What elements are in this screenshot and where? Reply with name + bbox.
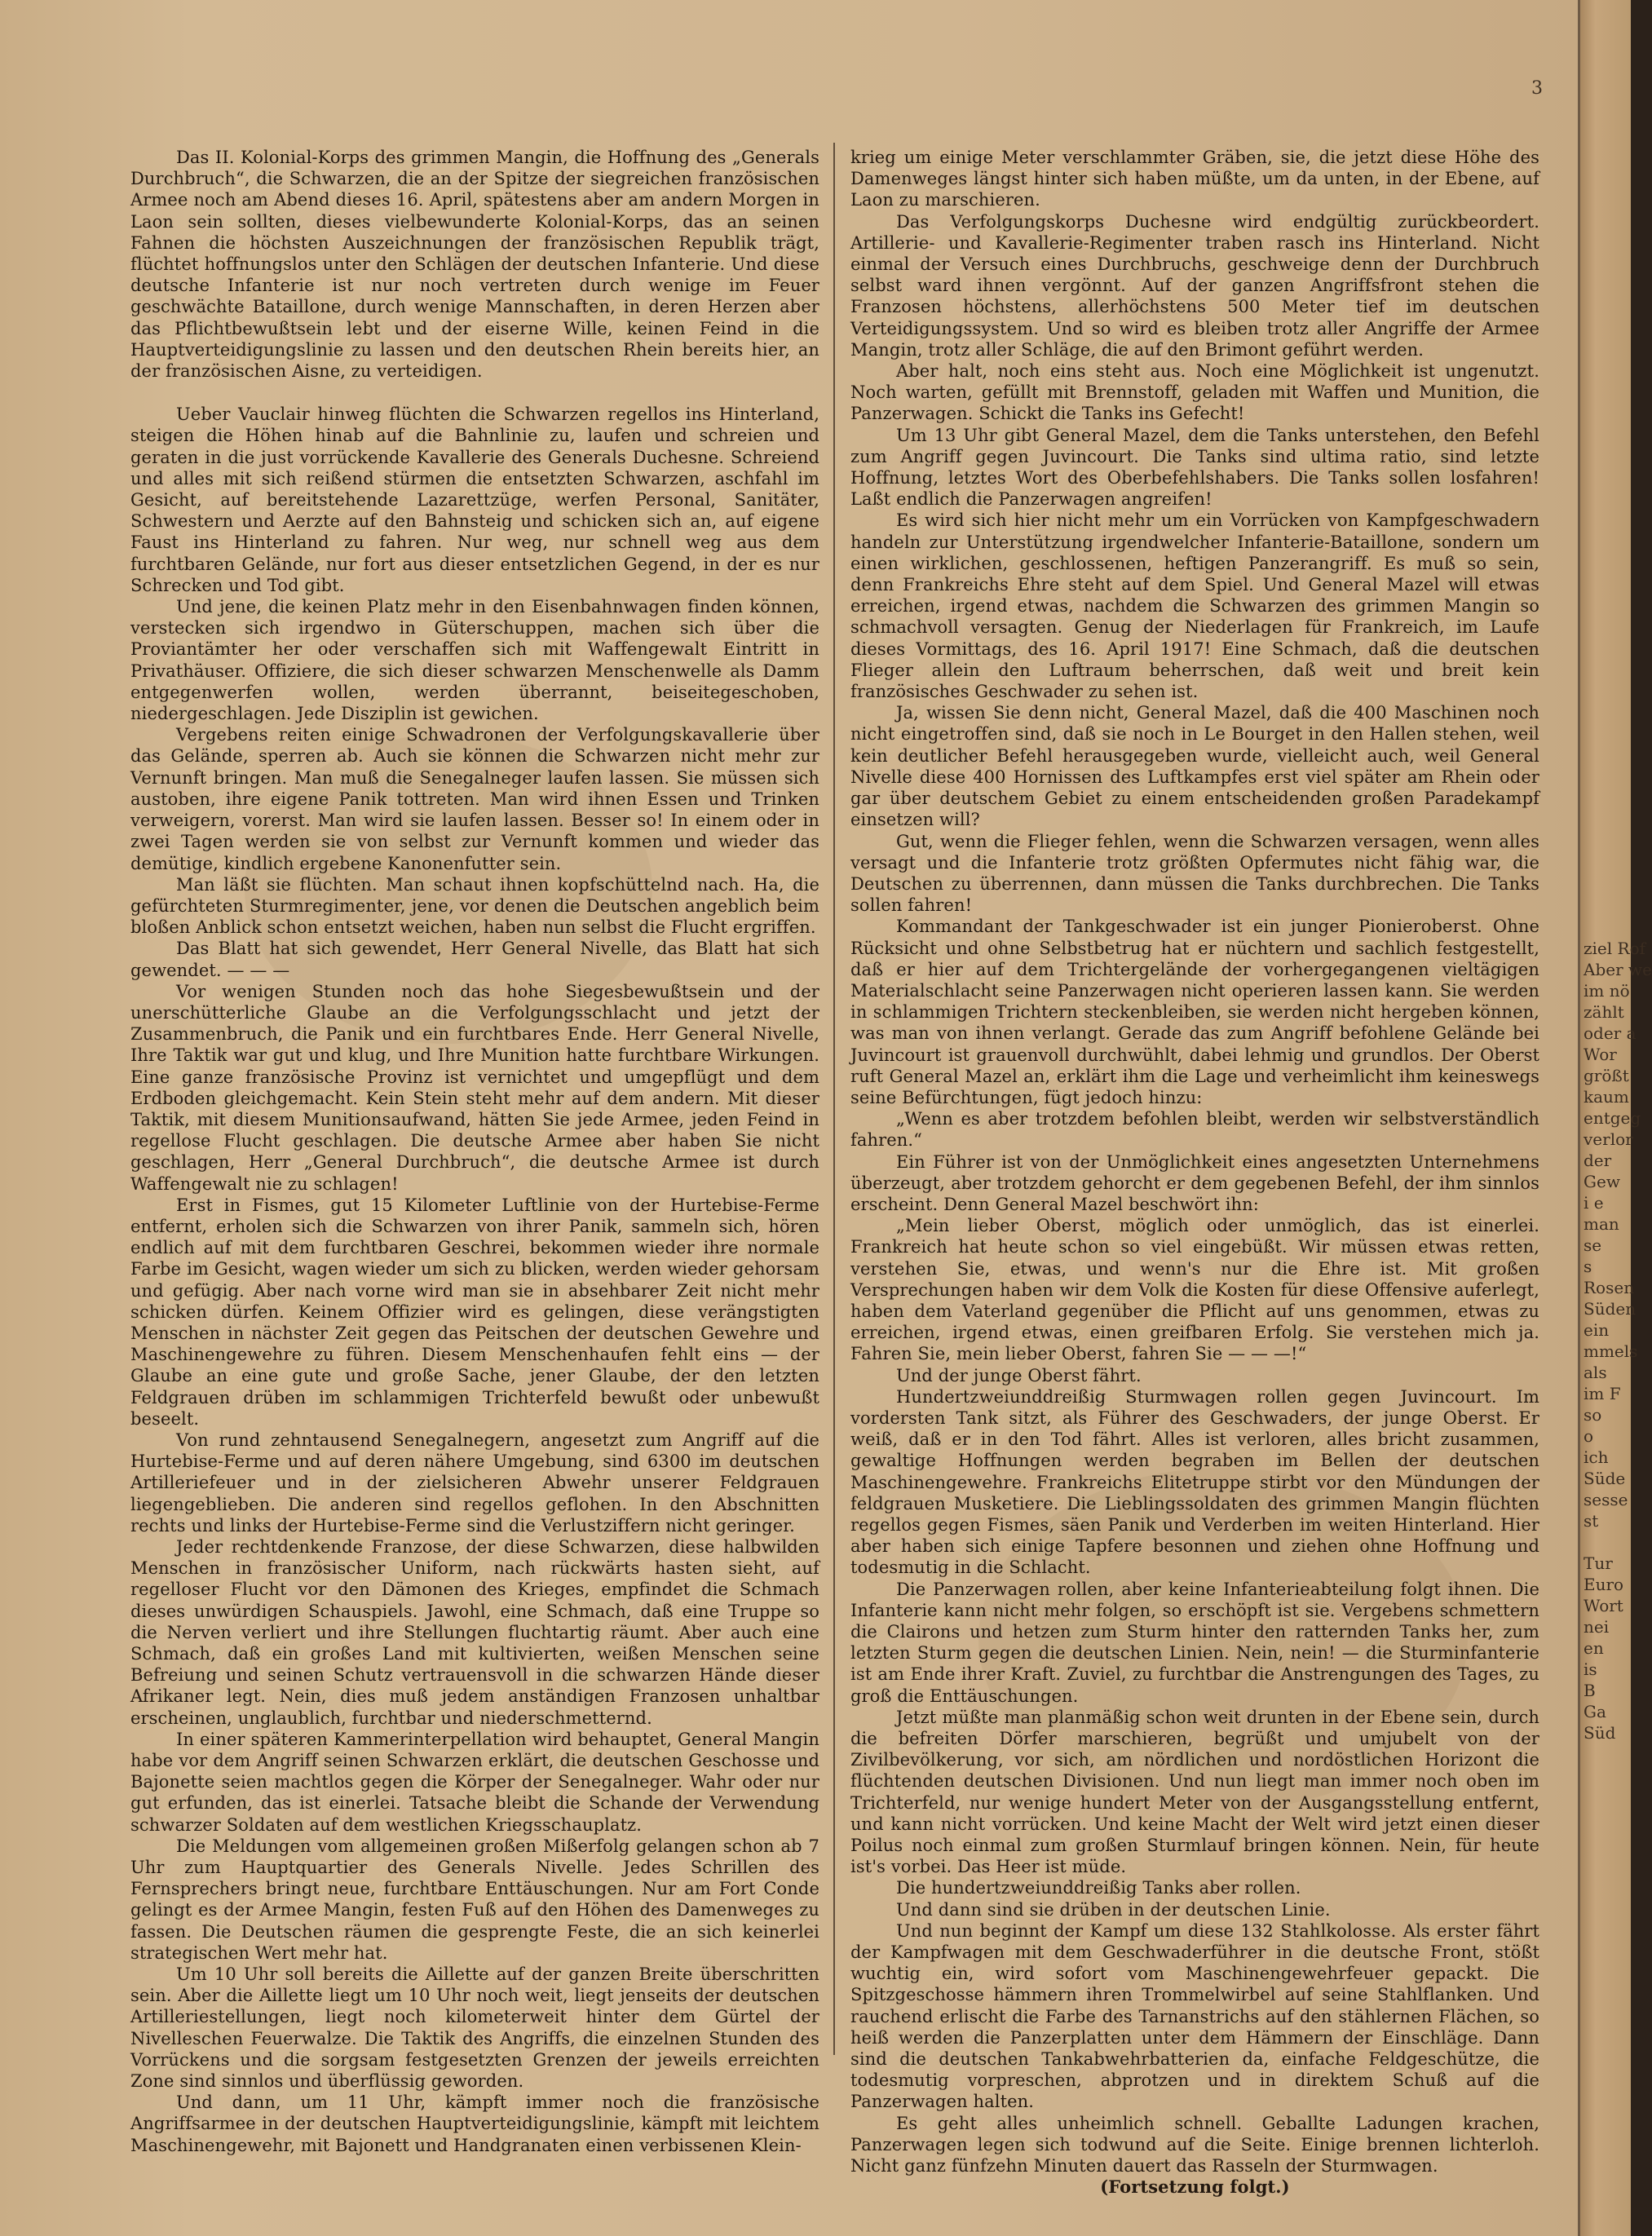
adjacent-page-fragment: mmels (1584, 1341, 1638, 1361)
adjacent-page-fragment: Ga (1584, 1702, 1606, 1721)
paragraph: Und dann, um 11 Uhr, kämpft immer noch die französische Angriffsarmee in der deutschen Hauptverteidigungslinie, kämpft mit leichtem Maschinengewehr, mit Bajonett und Handgranaten einen verbissenen Klein- (130, 2092, 819, 2155)
paragraph: Das Verfolgungskorps Duchesne wird endgültig zurückbeordert. Artillerie- und Kavallerie-Regimenter traben rasch ins Hinterland. Nicht einmal der Versuch eines Durchbruchs, geschweige denn der Durchbruch selbst ward ihnen vergönnt. Auf der ganzen Angriffsfront stehen die Franzosen höchstens, allerhöchstens 500 Meter tief im deutschen Verteidigungssystem. Und so wird es bleiben trotz aller Angriffe der Armee Mangin, trotz aller Schläge, die auf den Brimont geführt werden. (850, 211, 1539, 360)
adjacent-page-fragment: i e (1584, 1193, 1604, 1213)
paragraph: Ja, wissen Sie denn nicht, General Mazel, daß die 400 Maschinen noch nicht eingetroffen sind, daß sie noch in Le Bourget in den Hallen stehen, weil kein deutlicher Befehl herausgegeben wurde, vielleicht auch, weil General Nivelle diese 400 Hornissen des Luftkampfes erst viel später am Rhein oder gar über deutschem Gebiet zu einem entscheidenden großen Paradekampf einsetzen will? (850, 703, 1539, 830)
paragraph: Die Panzerwagen rollen, aber keine Infanterieabteilung folgt ihnen. Die Infanterie kann nicht mehr folgen, so erschöpft ist sie. Vergebens schmettern die Clairons und hetzen zum Sturm hinter den ratternden Tanks her, zum letzten Sturm gegen die deutschen Linien. Nein, nein! — die Sturminfanterie ist am Ende ihrer Kraft. Zuviel, zu furchtbar die Anstrengungen des Tages, zu groß die Enttäuschungen. (850, 1579, 1539, 1706)
adjacent-page-fragment: als (1584, 1363, 1607, 1382)
paragraph: Das II. Kolonial-Korps des grimmen Mangin, die Hoffnung des „Generals Durchbruch“, die Schwarzen, die an der Spitze der siegreichen französischen Armee noch am Abend dieses 16. April, spätestens aber am andern Morgen in Laon sein sollten, dieses vielbewunderte Kolonial-Korps, das an seinen Fahnen die höchsten Auszeichnungen der französischen Republik trägt, flüchtet hoffnungslos unter den Schlägen der deutschen Infanterie. Und diese deutsche Infanterie ist nur noch vertreten durch wenige im Feuer geschwächte Bataillone, durch wenige Mannschaften, in deren Herzen aber das Pflichtbewußtsein lebt und der eiserne Wille, keinen Feind in die Hauptverteidigungslinie zu lassen und den deutschen Rhein bereits hier, an der französischen Aisne, zu verteidigen. (130, 148, 819, 382)
adjacent-page-fragment: Süd (1584, 1723, 1616, 1743)
paragraph: Jeder rechtdenkende Franzose, der diese Schwarzen, diese halbwilden Menschen in französischer Uniform, nach rückwärts hasten sieht, auf regelloser Flucht vor den Dämonen des Krieges, empfindet die Schmach dieses unwürdigen Schauspiels. Jawohl, eine Schmach, daß eine Truppe so die Nerven verliert und ihre Stellungen fluchtartig räumt. Aber auch eine Schmach, daß ein großes Land mit kultivierten, weißen Menschen seine Befreiung und seinen Schutz vertrauensvoll in die schwarzen Hände dieser Afrikaner legt. Nein, dies muß jedem anständigen Franzosen unhaltbar erscheinen, unglaublich, furchtbar und niederschmetternd. (130, 1537, 819, 1728)
adjacent-page-fragment: kaum (1584, 1087, 1629, 1107)
adjacent-page-fragment: o (1584, 1426, 1594, 1446)
paragraph: Es geht alles unheimlich schnell. Geballte Ladungen krachen, Panzerwagen legen sich todwund auf die Seite. Einige brennen lichterloh. Nicht ganz fünfzehn Minuten dauert das Rasseln der Sturmwagen. (850, 2113, 1539, 2176)
adjacent-page-fragment: ein (1584, 1320, 1610, 1340)
adjacent-page-fragment: entgeg (1584, 1108, 1641, 1128)
adjacent-page-fragment: Aber we (1584, 960, 1652, 979)
paragraph: Erst in Fismes, gut 15 Kilometer Luftlinie von der Hurtebise-Ferme entfernt, erholen sich die Schwarzen von ihrer Panik, sammeln sich, hören endlich auf mit dem furchtbaren Geschrei, bekommen wieder ihre normale Farbe im Gesicht, wagen wieder um sich zu blicken, werden wieder gehorsam und gefügig. Aber nach vorne wird man sie in absehbarer Zeit nicht mehr schicken dürfen. Keinem Offizier wird es gelingen, diese verängstigten Menschen in nächster Zeit gegen das Peitschen der deutschen Gewehre und Maschinengewehre zu führen. Diesem Menschenhaufen fehlt eins — der Glaube an eine gute und große Sache, jener Glaube, der den letzten Feldgrauen drüben im schlammigen Trichterfeld bewußt oder unbewußt beseelt. (130, 1195, 819, 1429)
adjacent-page-fragment: im F (1584, 1384, 1621, 1403)
paragraph: Und nun beginnt der Kampf um diese 132 Stahlkolosse. Als erster fährt der Kampfwagen mit dem Geschwaderführer in die deutsche Front, stößt wuchtig ein, wird sofort vom Maschinengewehrfeuer gepackt. Die Spitzgeschosse hämmern ihren Trommelwirbel auf seine Stahlflanken. Und rauchend erlischt die Farbe des Tarnanstrichs auf den stählernen Flächen, so heiß werden die Panzerplatten unter dem Hämmern der Einschläge. Dann sind die deutschen Tankabwehrbatterien da, einfache Feldgeschütze, die todesmutig vorpreschen, abprotzen und in direktem Schuß auf die Panzerwagen halten. (850, 1920, 1539, 2112)
adjacent-page-fragment: ziel Rof (1584, 939, 1646, 958)
adjacent-page-fragment: im nö (1584, 981, 1630, 1001)
paragraph: In einer späteren Kammerinterpellation wird behauptet, General Mangin habe vor dem Angriff seinen Schwarzen erklärt, die deutschen Geschosse und Bajonette seien machtlos gegen die Körper der Senegalneger. Wahr oder nur gut erfunden, das ist einerlei. Tatsache bleibt die Schande der Verwendung schwarzer Soldaten auf dem westlichen Kriegsschauplatz. (130, 1729, 819, 1835)
column-divider (833, 143, 835, 2055)
adjacent-page-fragment: Rosen (1584, 1278, 1635, 1297)
adjacent-page-fragment: Euro (1584, 1575, 1624, 1594)
adjacent-page-fragment: sesse (1584, 1490, 1628, 1509)
paragraph: „Mein lieber Oberst, möglich oder unmöglich, das ist einerlei. Frankreich hat heute schon so viel eingebüßt. Wir müssen etwas retten, verstehen Sie, etwas, und wenn's nur die Ehre ist. Mit großen Versprechungen haben wir dem Volk die Kosten für diese Offensive auferlegt, haben dem Vaterland gegenüber die Pflicht auf uns genommen, etwas zu erreichen, irgend etwas, einen greifbaren Erfolg. Sie verstehen mich ja. Fahren Sie, mein lieber Oberst, fahren Sie — — —!“ (850, 1216, 1539, 1364)
paragraph: Und jene, die keinen Platz mehr in den Eisenbahnwagen finden können, verstecken sich irgendwo in Güterschuppen, machen sich über die Proviantämter her oder verschaffen sich mit Waffengewalt Eintritt in Privathäuser. Offiziere, die sich dieser schwarzen Menschenwelle als Damm entgegenwerfen wollen, werden überrannt, beiseitegeschoben, niedergeschlagen. Jede Disziplin ist gewichen. (130, 597, 819, 724)
adjacent-page-fragment: verlor (1584, 1129, 1633, 1149)
paragraph: Kommandant der Tankgeschwader ist ein junger Pionieroberst. Ohne Rücksicht und ohne Selbstbetrug hat er nüchtern und sachlich festgestellt, daß er hier auf dem Trichtergelände der vorhergegangenen vieltägigen Materialschlacht seine Panzerwagen nicht operieren lassen kann. Sie werden in schlammigen Trichtern steckenbleiben, sie werden nicht hergeben können, was man von ihnen verlangt. Gerade das zum Angriff befohlene Gelände bei Juvincourt ist grauenvoll durchwühlt, dabei lehmig und grundlos. Der Oberst ruft General Mazel an, erklärt ihm die Lage und verheimlicht ihm keineswegs seine Befürchtungen, fügt jedoch hinzu: (850, 917, 1539, 1107)
paragraph: Vor wenigen Stunden noch das hohe Siegesbewußtsein und der unerschütterliche Glaube an die Verfolgungsschlacht und jetzt der Zusammenbruch, die Panik und ein furchtbares Ende. Herr General Nivelle, Ihre Taktik war gut und klug, und Ihre Munition hatte furchtbare Wirkungen. Eine ganze französische Provinz ist vernichtet und umgepflügt und dem Erdboden gleichgemacht. Kein Stein steht mehr auf dem andern. Mit dieser Taktik, mit diesem Munitionsaufwand, hätten Sie jede Armee, jeden Feind in regellose Flucht geschlagen. Die deutsche Armee aber haben Sie nicht geschlagen, Herr „General Durchbruch“, die deutsche Armee ist durch Waffengewalt nie zu schlagen! (130, 981, 819, 1194)
paragraph: Gut, wenn die Flieger fehlen, wenn die Schwarzen versagen, wenn alles versagt und die Infanterie trotz größten Opfermutes nicht fähig war, die Deutschen zu überrennen, dann müssen die Tanks durchbrechen. Die Tanks sollen fahren! (850, 831, 1539, 916)
paragraph: Und der junge Oberst fährt. (896, 1365, 1142, 1385)
adjacent-page-fragment: Wor (1584, 1045, 1617, 1064)
paragraph: Jetzt müßte man planmäßig schon weit drunten in der Ebene sein, durch die befreiten Dörfer marschieren, begrüßt und umjubelt von der Zivilbevölkerung, vor sich, am nördlichen und nordöstlichen Horizont die flüchtenden deutschen Divisionen. Und nun liegt man immer noch oben im Trichterfeld, nur wenige hundert Meter von der Ausgangsstellung entfernt, und kann nicht vorrücken. Und keine Macht der Welt wird jetzt einen dieser Poilus noch einmal zum großen Sturmlauf bringen können. Nein, für heute ist's vorbei. Das Heer ist müde. (850, 1707, 1539, 1877)
paragraph: krieg um einige Meter verschlammter Gräben, sie, die jetzt diese Höhe des Damenweges längst hinter sich haben müßte, um da unten, in der Ebene, auf Laon zu marschieren. (850, 148, 1539, 210)
paragraph: Hundertzweiunddreißig Sturmwagen rollen gegen Juvincourt. Im vordersten Tank sitzt, als Führer des Geschwaders, der junge Oberst. Er weiß, daß er in den Tod fährt. Alles ist verloren, alles bricht zusammen, gewaltige Hoffnungen werden begraben im Bellen der deutschen Maschinengewehre. Frankreichs Elitetruppe stirbt vor den Mündungen der feldgrauen Musketiere. Die Lieblingssoldaten des grimmen Mangin flüchten regellos gegen Fismes, säen Panik und Verderben im weiten Hinterland. Hier aber haben sich einige Tapfere besonnen und ziehen ohne Hoffnung und todesmutig in die Schlacht. (850, 1386, 1539, 1578)
adjacent-page-fragment: is (1584, 1659, 1597, 1679)
adjacent-page-fragment: Wort (1584, 1596, 1623, 1615)
adjacent-page-fragment: en (1584, 1638, 1604, 1658)
paragraph: Vergebens reiten einige Schwadronen der Verfolgungskavallerie über das Gelände, sperren ab. Auch sie können die Schwarzen nicht mehr zur Vernunft bringen. Man muß die Senegalneger laufen lassen. Sie müssen sich austoben, ihre eigene Panik tottreten. Man wird ihnen Essen und Trinken verweigern, vorerst. Man wird sie laufen lassen. Besser so! In einem oder in zwei Tagen werden sie von selbst zur Vernunft kommen und wieder das demütige, kindlich ergebene Kanonenfutter sein. (130, 725, 819, 873)
paragraph: Man läßt sie flüchten. Man schaut ihnen kopfschüttelnd nach. Ha, die gefürchteten Sturmregimenter, jene, vor denen die Deutschen angeblich beim bloßen Anblick schon entsetzt weichen, haben nun selbst die Flucht ergriffen. (130, 874, 819, 938)
paragraph: Ueber Vauclair hinweg flüchten die Schwarzen regellos ins Hinterland, steigen die Höhen hinab auf die Bahnlinie zu, laufen und schreien und geraten in die just vorrückende Kavallerie des Generals Duchesne. Schreiend und alles mit sich reißend stürmen die entsetzten Schwarzen, aschfahl im Gesicht, auf bereitstehende Lazarettzüge, werfen Personal, Sanitäter, Schwestern und Aerzte auf den Bahnsteig und schicken sich an, auf eigene Faust ins Hinterland zu fahren. Nur weg, nur schnell weg aus dem furchtbaren Gelände, nur fort aus dieser entsetzlichen Gegend, in der es nur Schrecken und Tod gibt. (130, 404, 819, 595)
paragraph: Die hundertzweiunddreißig Tanks aber rollen. (896, 1878, 1301, 1898)
paragraph: Aber halt, noch eins steht aus. Noch eine Möglichkeit ist ungenutzt. Noch warten, gefüllt mit Brennstoff, geladen mit Waffen und Munition, die Panzerwagen. Schickt die Tanks ins Gefecht! (850, 361, 1539, 424)
adjacent-page-fragment: man (1584, 1214, 1619, 1234)
adjacent-page-fragment: st (1584, 1511, 1599, 1531)
adjacent-page-fragment: Tur (1584, 1553, 1613, 1573)
adjacent-page-edge (1580, 0, 1652, 2236)
paragraph: Und dann sind sie drüben in der deutschen Linie. (896, 1899, 1331, 1920)
adjacent-page-fragment: Gew (1584, 1172, 1620, 1191)
adjacent-page-fragment: se (1584, 1235, 1602, 1255)
adjacent-page-fragment: größt (1584, 1066, 1629, 1085)
paragraph: Es wird sich hier nicht mehr um ein Vorrücken von Kampfgeschwadern handeln zur Unterstützung irgendwelcher Infanterie-Bataillone, sondern um einen wirklichen, geschlossenen, heftigen Panzerangriff. Es muß so sein, denn Frankreichs Ehre steht auf dem Spiel. Und General Mazel will etwas erreichen, irgend etwas, nachdem die Schwarzen des grimmen Mangin so schmachvoll versagten. Genug der Niederlagen für Frankreich, im Laufe dieses Vormittags, des 16. April 1917! Eine Schmach, daß die deutschen Flieger allein den Luftraum beherrschen, daß weit und breit kein französisches Geschwader zu sehen ist. (850, 510, 1539, 702)
adjacent-page-fragment: Süden (1584, 1299, 1637, 1319)
paragraph: Um 10 Uhr soll bereits die Aillette auf der ganzen Breite überschritten sein. Aber die Aillette liegt um 10 Uhr noch weit, liegt jenseits der deutschen Artilleriestellungen, liegt noch kilometerweit hinter dem Gürtel der Nivelleschen Feuerwalze. Die Taktik des Angriffs, die einzelnen Stunden des Vorrückens und die sorgsam festgesetzten Grenzen der jeweils erreichten Zone sind sinnlos und überflüssig geworden. (130, 1964, 819, 2092)
adjacent-page-fragment: B (1584, 1681, 1596, 1700)
adjacent-page-fragment: ich (1584, 1447, 1609, 1467)
adjacent-page-fragment (1584, 1531, 1629, 1553)
paragraph: Das Blatt hat sich gewendet, Herr General Nivelle, das Blatt hat sich gewendet. — — — (130, 939, 819, 980)
paragraph: Um 13 Uhr gibt General Mazel, dem die Tanks unterstehen, den Befehl zum Angriff gegen Juvincourt. Die Tanks sind ultima ratio, sind letzte Hoffnung, letztes Wort des Oberbefehlshabers. Die Tanks sollen losfahren! Laßt endlich die Panzerwagen angreifen! (850, 425, 1539, 510)
right-column (850, 147, 1539, 2198)
continuation-note: (Fortsetzung folgt.) (1100, 2176, 1290, 2198)
paragraph: Von rund zehntausend Senegalnegern, angesetzt zum Angriff auf die Hurtebise-Ferme und auf deren nähere Umgebung, sind 6300 im deutschen Artilleriefeuer und in der zielsicheren Abwehr unserer Feldgrauen liegengeblieben. Die anderen sind regellos geflohen. In den Abschnitten rechts und links der Hurtebise-Ferme sind die Verlustziffern nicht geringer. (130, 1430, 819, 1536)
adjacent-page-fragment: s (1584, 1257, 1592, 1276)
adjacent-page-fragment: so (1584, 1405, 1602, 1425)
adjacent-page-fragment: der (1584, 1151, 1612, 1170)
page-mark: 3 (1531, 78, 1543, 99)
paragraph: Die Meldungen vom allgemeinen großen Mißerfolg gelangen schon ab 7 Uhr zum Hauptquartier des Generals Nivelle. Jedes Schrillen des Fernsprechers bringt neue, furchtbare Enttäuschungen. Nur am Fort Conde gelingt es der Armee Mangin, festen Fuß auf den Höhen des Damenweges zu fassen. Die Deutschen räumen die gesprengte Feste, die an sich keinerlei strategischen Wert mehr hat. (130, 1836, 819, 1963)
adjacent-page-fragment: Süde (1584, 1469, 1626, 1488)
paragraph: „Wenn es aber trotzdem befohlen bleibt, werden wir selbstverständlich fahren.“ (850, 1109, 1539, 1151)
adjacent-page-fragment: oder a (1584, 1023, 1637, 1043)
adjacent-page-fragment: nei (1584, 1617, 1610, 1637)
adjacent-page-text (1584, 938, 1652, 1743)
left-column (130, 147, 819, 2156)
paragraph: Ein Führer ist von der Unmöglichkeit eines angesetzten Unternehmens überzeugt, aber trotzdem gehorcht er dem gegebenen Befehl, der ihm sinnlos erscheint. Denn General Mazel beschwört ihn: (850, 1151, 1539, 1214)
adjacent-page-fragment: zählt (1584, 1002, 1624, 1022)
